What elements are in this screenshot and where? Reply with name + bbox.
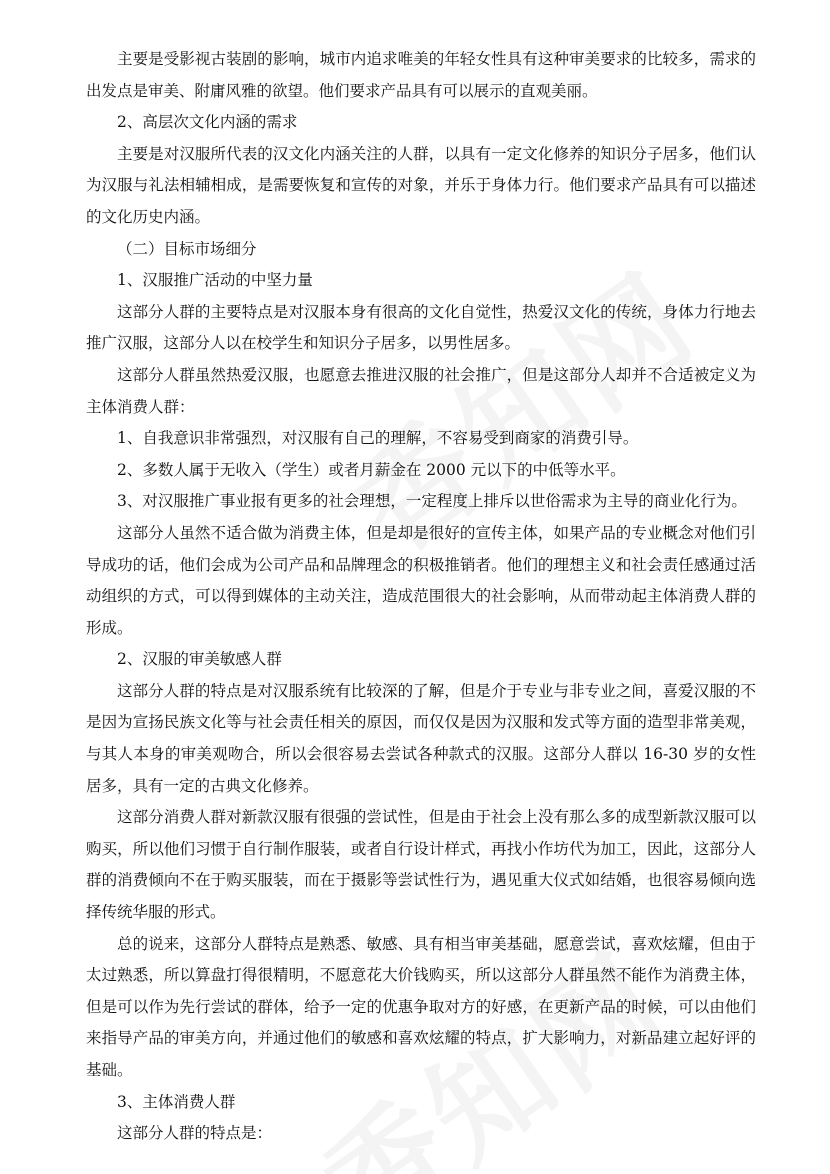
paragraph: 这部分人虽然不适合做为消费主体，但是却是很好的宣传主体，如果产品的专业概念对他们引导成功的话，他们会成为公司产品和品牌理念的积极推销者。他们的理想主义和社会责任感通过活动组织的方式，可以得到媒体的主动关注，造成范围很大的社会影响，从而带动起主体消费人群的形成。 (86, 523, 756, 637)
list-item: 3、对汉服推广事业报有更多的社会理想，一定程度上排斥以世俗需求为主导的商业化行为。 (117, 492, 747, 511)
section-heading-market-segmentation: （二）目标市场细分 (117, 239, 257, 258)
document-body (86, 44, 756, 1150)
paragraph: 这部分人群虽然热爱汉服，也愿意去推进汉服的社会推广，但是这部分人却并不合适被定义为主体消费人群： (86, 365, 756, 416)
section-heading-core-promoters: 1、汉服推广活动的中坚力量 (117, 271, 313, 290)
paragraph-continuation: 主要是受影视古装剧的影响，城市内追求唯美的年轻女性具有这种审美要求的比较多，需求的出发点是审美、附庸风雅的欲望。他们要求产品具有可以展示的直观美丽。 (86, 50, 756, 100)
paragraph: 这部分消费人群对新款汉服有很强的尝试性，但是由于社会上没有那么多的成型新款汉服可以购买，所以他们习惯于自行制作服装，或者自行设计样式，再找小作坊代为加工，因此，这部分人群的消费倾向不在于购买服装，而在于摄影等尝试性行为，遇见重大仪式如结婚，也很容易倾向选择传统华服的形式。 (86, 808, 756, 922)
list-item: 1、自我意识非常强烈，对汉服有自己的理解，不容易受到商家的消费引导。 (117, 429, 639, 448)
section-heading-high-culture-demand: 2、高层次文化内涵的需求 (117, 113, 298, 132)
section-heading-main-consumers: 3、主体消费人群 (117, 1092, 236, 1111)
paragraph: 主要是对汉服所代表的汉文化内涵关注的人群，以具有一定文化修养的知识分子居多，他们认为汉服与礼法相辅相成，是需要恢复和宣传的对象，并乐于身体力行。他们要求产品具有可以描述的文化历史内涵。 (86, 144, 756, 226)
paragraph: 这部分人群的特点是： (117, 1124, 273, 1143)
paragraph: 这部分人群的特点是对汉服系统有比较深的了解，但是介于专业与非专业之间，喜爱汉服的不是因为宣扬民族文化等与社会责任相关的原因，而仅仅是因为汉服和发式等方面的造型非常美观，与其人本身的审美观吻合，所以会很容易去尝试各种款式的汉服。这部分人群以 16-30 岁的女性居多，具有一定的古典文化修养。 (86, 681, 756, 795)
list-item: 2、多数人属于无收入（学生）或者月薪金在 2000 元以下的中低等水平。 (117, 460, 626, 479)
paragraph: 这部分人群的主要特点是对汉服本身有很高的文化自觉性，热爱汉文化的传统，身体力行地去推广汉服，这部分人以在校学生和知识分子居多，以男性居多。 (86, 302, 756, 353)
section-heading-aesthetic-sensitive: 2、汉服的审美敏感人群 (117, 650, 282, 669)
paragraph: 总的说来，这部分人群特点是熟悉、敏感、具有相当审美基础，愿意尝试，喜欢炫耀，但由于太过熟悉，所以算盘打得很精明，不愿意花大价钱购买，所以这部分人群虽然不能作为消费主体，但是可以作为先行尝试的群体，给予一定的优惠争取对方的好感，在更新产品的时候，可以由他们来指导产品的审美方向，并通过他们的敏感和喜欢炫耀的特点，扩大影响力，对新品建立起好评的基础。 (86, 934, 756, 1079)
